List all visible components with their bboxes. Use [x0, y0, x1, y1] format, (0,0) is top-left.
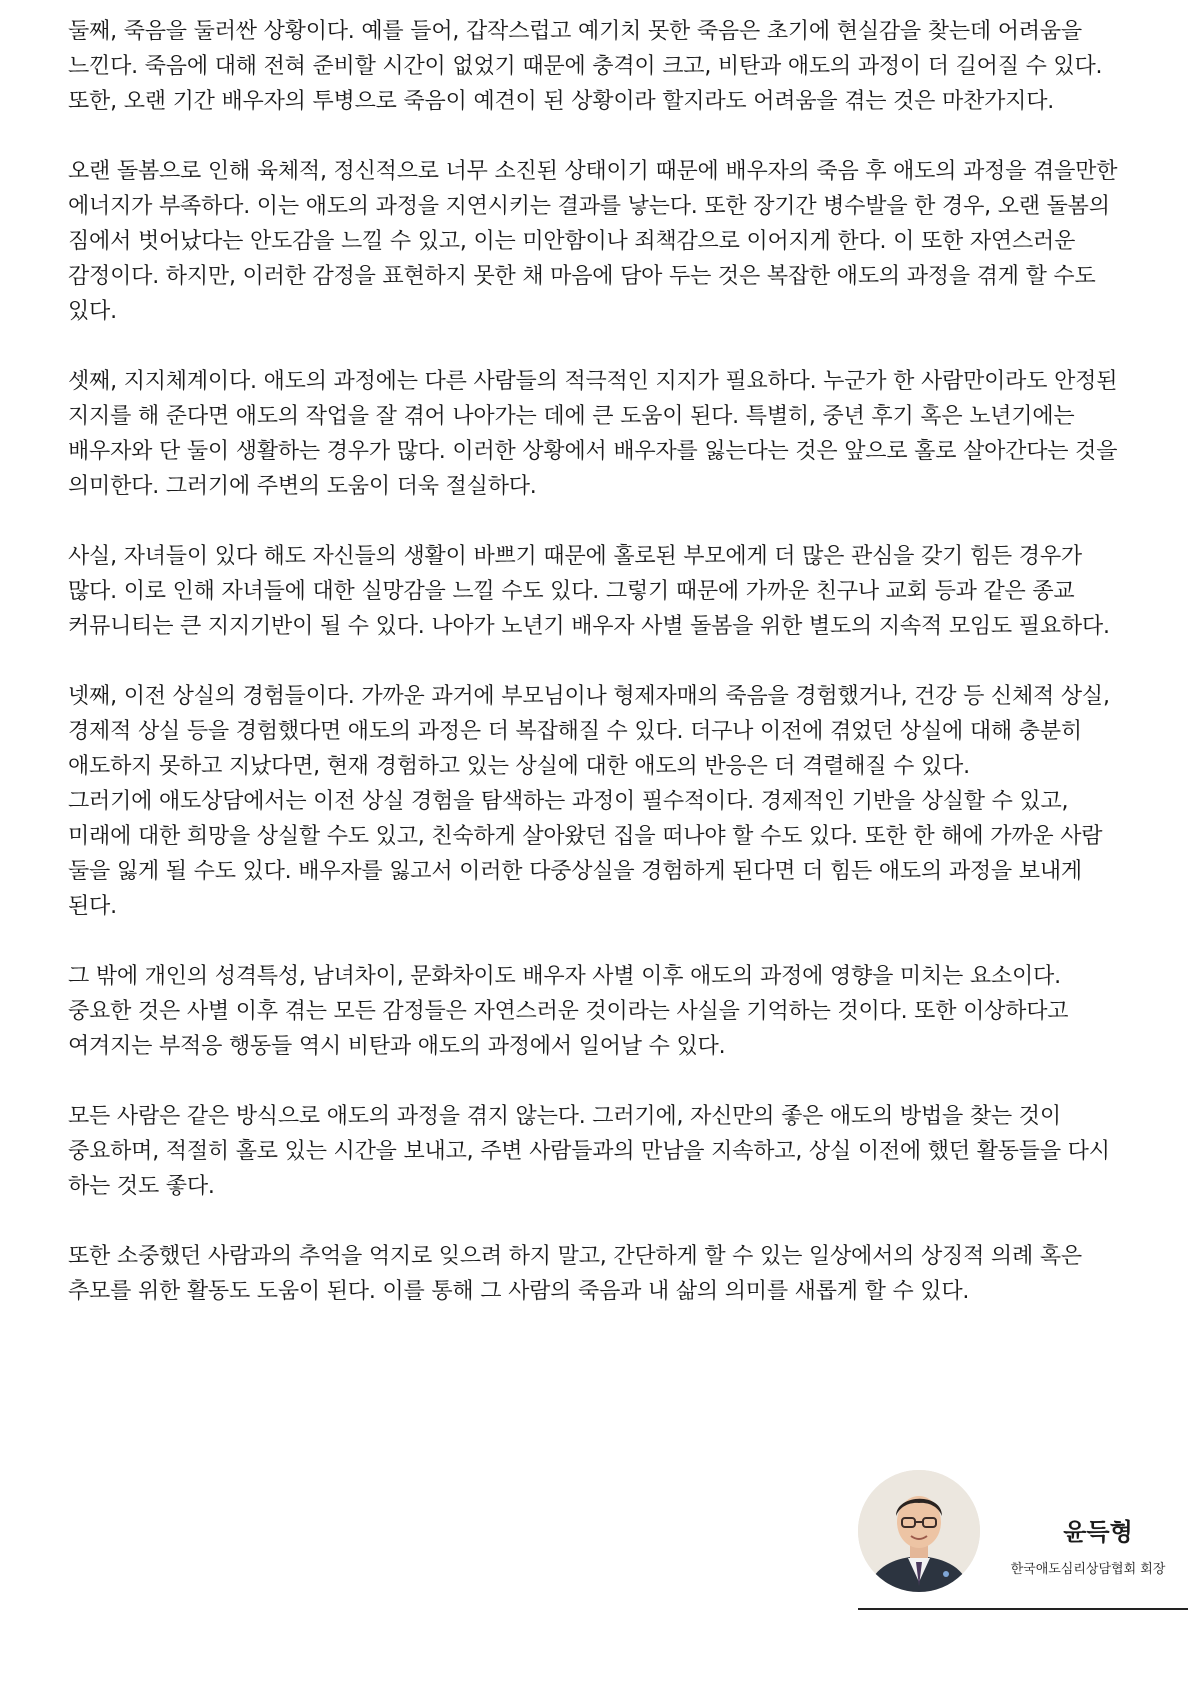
paragraph-8: 모든 사람은 같은 방식으로 애도의 과정을 겪지 않는다. 그러기에, 자신만의 좋은 애도의 방법을 찾는 것이 중요하며, 적절히 홀로 있는 시간을 보내고, 주변 사람들과의 만남을 지속하고, 상실 이전에 했던 활동들을 다시 하는 것도 좋다.	[68, 1104, 1110, 1199]
avatar	[858, 1470, 980, 1592]
divider	[858, 1608, 1188, 1610]
paragraph-3: 셋째, 지지체계이다. 애도의 과정에는 다른 사람들의 적극적인 지지가 필요하다. 누군가 한 사람만이라도 안정된 지지를 해 준다면 애도의 작업을 잘 겪어 나아가는 데에 큰 도움이 된다. 특별히, 중년 후기 혹은 노년기에는 배우자와 단 둘이 생활하는 경우가 많다. 이러한 상황에서 배우자를 잃는다는 것은 앞으로 홀로 살아간다는 것을 의미한다. 그러기에 주변의 도움이 더욱 절실하다.	[68, 369, 1118, 499]
author-photo-icon	[858, 1470, 980, 1592]
paragraph-5: 넷째, 이전 상실의 경험들이다. 가까운 과거에 부모님이나 형제자매의 죽음을 경험했거나, 건강 등 신체적 상실, 경제적 상실 등을 경험했다면 애도의 과정은 더 복잡해질 수 있다. 더구나 이전에 겪었던 상실에 대해 충분히 애도하지 못하고 지났다면, 현재 경험하고 있는 상실에 대한 애도의 반응은 더 격렬해질 수 있다.	[68, 684, 1110, 779]
author-name: 윤득형	[1063, 1518, 1133, 1546]
author-title: 한국애도심리상담협회 회장	[1010, 1562, 1166, 1577]
paragraph-2: 오랜 돌봄으로 인해 육체적, 정신적으로 너무 소진된 상태이기 때문에 배우자의 죽음 후 애도의 과정을 겪을만한 에너지가 부족하다. 이는 애도의 과정을 지연시키는 결과를 낳는다. 또한 장기간 병수발을 한 경우, 오랜 돌봄의 짐에서 벗어났다는 안도감을 느낄 수 있고, 이는 미안함이나 죄책감으로 이어지게 한다. 이 또한 자연스러운 감정이다. 하지만, 이러한 감정을 표현하지 못한 채 마음에 담아 두는 것은 복잡한 애도의 과정을 겪게 할 수도 있다.	[68, 159, 1118, 324]
paragraph-9: 또한 소중했던 사람과의 추억을 억지로 잊으려 하지 말고, 간단하게 할 수 있는 일상에서의 상징적 의례 혹은 추모를 위한 활동도 도움이 된다. 이를 통해 그 사람의 죽음과 내 삶의 의미를 새롭게 할 수 있다.	[68, 1244, 1082, 1304]
paragraph-4: 사실, 자녀들이 있다 해도 자신들의 생활이 바쁘기 때문에 홀로된 부모에게 더 많은 관심을 갖기 힘든 경우가 많다. 이로 인해 자녀들에 대한 실망감을 느낄 수도 있다. 그렇기 때문에 가까운 친구나 교회 등과 같은 종교 커뮤니티는 큰 지지기반이 될 수 있다. 나아가 노년기 배우자 사별 돌봄을 위한 별도의 지속적 모임도 필요하다.	[68, 544, 1110, 639]
paragraph-6: 그러기에 애도상담에서는 이전 상실 경험을 탐색하는 과정이 필수적이다. 경제적인 기반을 상실할 수 있고, 미래에 대한 희망을 상실할 수도 있고, 친숙하게 살아왔던 집을 떠나야 할 수도 있다. 또한 한 해에 가까운 사람 둘을 잃게 될 수도 있다. 배우자를 잃고서 이러한 다중상실을 경험하게 된다면 더 힘든 애도의 과정을 보내게 된다.	[68, 789, 1103, 919]
article-body	[68, 14, 1118, 1344]
paragraph-7: 그 밖에 개인의 성격특성, 남녀차이, 문화차이도 배우자 사별 이후 애도의 과정에 영향을 미치는 요소이다. 중요한 것은 사별 이후 겪는 모든 감정들은 자연스러운 것이라는 사실을 기억하는 것이다. 또한 이상하다고 여겨지는 부적응 행동들 역시 비탄과 애도의 과정에서 일어날 수 있다.	[68, 964, 1069, 1059]
paragraph-1: 둘째, 죽음을 둘러싼 상황이다. 예를 들어, 갑작스럽고 예기치 못한 죽음은 초기에 현실감을 찾는데 어려움을 느낀다. 죽음에 대해 전혀 준비할 시간이 없었기 때문에 충격이 크고, 비탄과 애도의 과정이 더 길어질 수 있다. 또한, 오랜 기간 배우자의 투병으로 죽음이 예견이 된 상황이라 할지라도 어려움을 겪는 것은 마찬가지다.	[68, 19, 1103, 114]
author-byline	[858, 1470, 1188, 1605]
